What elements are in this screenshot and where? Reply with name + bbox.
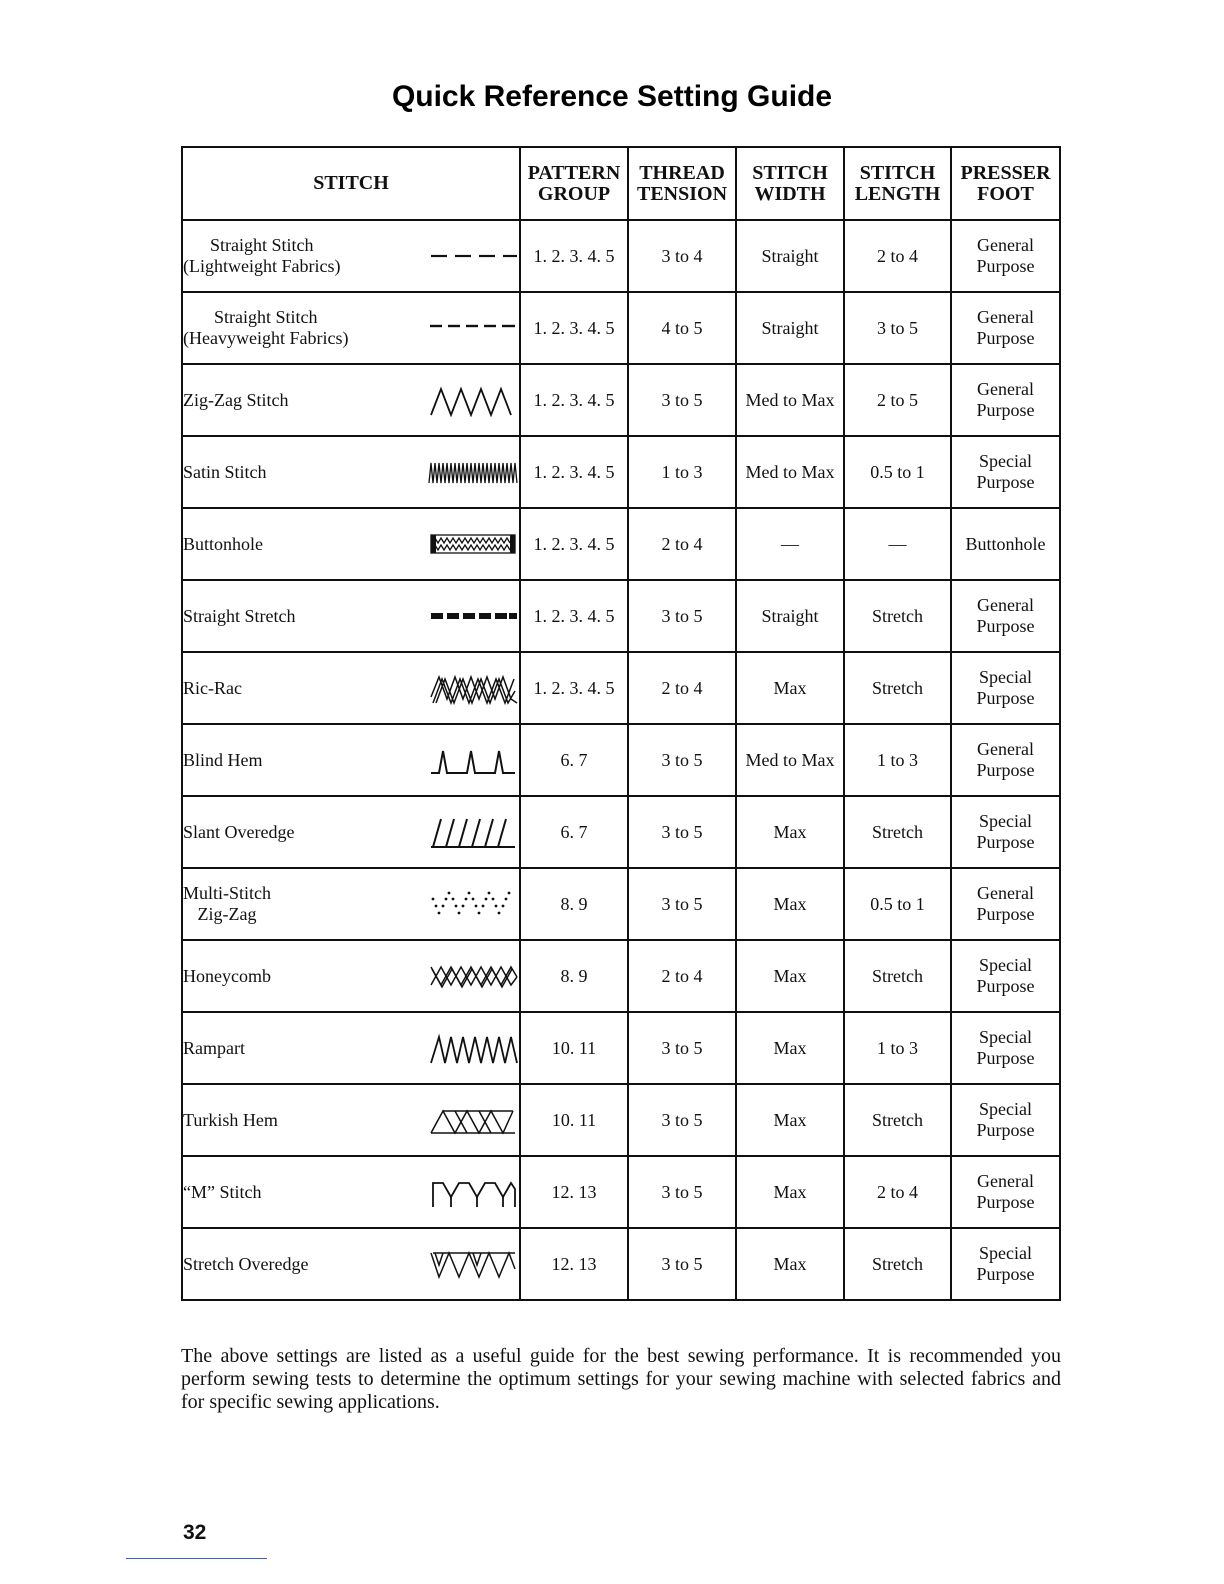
stitch-name: Satin Stitch xyxy=(183,461,267,482)
stitch-width-cell: Straight xyxy=(736,220,844,292)
stitch-name: Straight Stretch xyxy=(183,605,296,626)
stitch-length-cell: 2 to 4 xyxy=(844,220,951,292)
stitch-name: Ric-Rac xyxy=(183,677,242,698)
stitch-width-cell: Med to Max xyxy=(736,364,844,436)
page-number: 32 xyxy=(183,1521,207,1544)
stitch-name: Honeycomb xyxy=(183,965,271,986)
stitch-cell xyxy=(182,436,520,508)
table-row xyxy=(182,580,1060,652)
presser-foot-cell: Special Purpose xyxy=(951,652,1060,724)
presser-foot-cell: General Purpose xyxy=(951,364,1060,436)
table-row xyxy=(182,940,1060,1012)
thread-tension-cell: 3 to 5 xyxy=(628,1084,736,1156)
stitch-length-cell: Stretch xyxy=(844,940,951,1012)
stitch-width-cell: Max xyxy=(736,868,844,940)
stitch-name: Stretch Overedge xyxy=(183,1253,309,1274)
m-stitch-icon xyxy=(427,1175,519,1209)
table-row xyxy=(182,1084,1060,1156)
table-row xyxy=(182,508,1060,580)
table-row xyxy=(182,436,1060,508)
table-row xyxy=(182,868,1060,940)
slant-overedge-icon xyxy=(427,815,519,849)
presser-foot-cell: General Purpose xyxy=(951,1156,1060,1228)
presser-foot-cell: Special Purpose xyxy=(951,436,1060,508)
stitch-length-cell: 1 to 3 xyxy=(844,1012,951,1084)
stitch-name: Blind Hem xyxy=(183,749,263,770)
rampart-icon xyxy=(427,1031,519,1065)
stitch-length-cell: 0.5 to 1 xyxy=(844,868,951,940)
stitch-width-cell: Med to Max xyxy=(736,436,844,508)
presser-foot-cell: General Purpose xyxy=(951,292,1060,364)
presser-foot-cell: Special Purpose xyxy=(951,796,1060,868)
stitch-length-cell: Stretch xyxy=(844,796,951,868)
thread-tension-cell: 4 to 5 xyxy=(628,292,736,364)
straight-heavy-dash-icon xyxy=(427,311,519,345)
stitch-cell xyxy=(182,364,520,436)
stretch-overedge-icon xyxy=(427,1247,519,1281)
stitch-width-cell: Max xyxy=(736,796,844,868)
stitch-width-cell: Max xyxy=(736,652,844,724)
thread-tension-cell: 1 to 3 xyxy=(628,436,736,508)
stitch-cell xyxy=(182,292,520,364)
thread-tension-cell: 2 to 4 xyxy=(628,508,736,580)
stitch-name: Turkish Hem xyxy=(183,1109,278,1130)
pattern-group-cell: 1. 2. 3. 4. 5 xyxy=(520,652,628,724)
pattern-group-cell: 10. 11 xyxy=(520,1012,628,1084)
thread-tension-cell: 3 to 5 xyxy=(628,796,736,868)
presser-foot-cell: Buttonhole xyxy=(951,508,1060,580)
stitch-length-cell: 2 to 4 xyxy=(844,1156,951,1228)
stitch-name: Zig-Zag Stitch xyxy=(183,389,289,410)
column-header-stitch-width: STITCH WIDTH xyxy=(736,147,844,220)
table-row xyxy=(182,1156,1060,1228)
stitch-cell xyxy=(182,1228,520,1300)
stitch-name: Straight Stitch (Heavyweight Fabrics) xyxy=(183,307,349,348)
column-header-thread-tension: THREAD TENSION xyxy=(628,147,736,220)
stitch-cell xyxy=(182,796,520,868)
usage-note: The above settings are listed as a useful guide for the best sewing performance. It is recommended you perform sewing tests to determine the optimum settings for your sewing machine with selected fabrics and for specific sewing applications. xyxy=(181,1345,1061,1413)
stitch-width-cell: Straight xyxy=(736,292,844,364)
stitch-length-cell: Stretch xyxy=(844,1228,951,1300)
stitch-name: Slant Overedge xyxy=(183,821,295,842)
table-row xyxy=(182,1012,1060,1084)
presser-foot-cell: Special Purpose xyxy=(951,1084,1060,1156)
presser-foot-cell: General Purpose xyxy=(951,580,1060,652)
table-row xyxy=(182,1228,1060,1300)
stitch-name: Rampart xyxy=(183,1037,245,1058)
thread-tension-cell: 3 to 5 xyxy=(628,868,736,940)
buttonhole-icon xyxy=(427,527,519,561)
stitch-name: Straight Stitch (Lightweight Fabrics) xyxy=(183,235,341,276)
thread-tension-cell: 3 to 5 xyxy=(628,1156,736,1228)
stitch-width-cell: Med to Max xyxy=(736,724,844,796)
pattern-group-cell: 1. 2. 3. 4. 5 xyxy=(520,220,628,292)
stitch-cell xyxy=(182,580,520,652)
table-row xyxy=(182,652,1060,724)
presser-foot-cell: General Purpose xyxy=(951,724,1060,796)
column-header-presser-foot: PRESSER FOOT xyxy=(951,147,1060,220)
stitch-cell xyxy=(182,868,520,940)
stitch-length-cell: 2 to 5 xyxy=(844,364,951,436)
presser-foot-cell: General Purpose xyxy=(951,220,1060,292)
page-title: Quick Reference Setting Guide xyxy=(391,80,833,113)
pattern-group-cell: 12. 13 xyxy=(520,1156,628,1228)
stitch-length-cell: 1 to 3 xyxy=(844,724,951,796)
settings-table xyxy=(181,146,1061,1301)
stitch-cell xyxy=(182,1156,520,1228)
stitch-length-cell: Stretch xyxy=(844,1084,951,1156)
stitch-width-cell: Max xyxy=(736,940,844,1012)
pattern-group-cell: 6. 7 xyxy=(520,796,628,868)
multi-stitch-zigzag-icon xyxy=(427,887,519,921)
pattern-group-cell: 10. 11 xyxy=(520,1084,628,1156)
stitch-cell xyxy=(182,220,520,292)
turkish-hem-icon xyxy=(427,1103,519,1137)
ric-rac-icon xyxy=(427,671,519,705)
straight-light-dash-icon xyxy=(427,239,519,273)
column-header-stitch: STITCH xyxy=(182,147,520,220)
presser-foot-cell: Special Purpose xyxy=(951,1012,1060,1084)
straight-stretch-icon xyxy=(427,599,519,633)
presser-foot-cell: General Purpose xyxy=(951,868,1060,940)
thread-tension-cell: 2 to 4 xyxy=(628,652,736,724)
stitch-name: Buttonhole xyxy=(183,533,263,554)
pattern-group-cell: 6. 7 xyxy=(520,724,628,796)
stitch-cell xyxy=(182,1012,520,1084)
stitch-cell xyxy=(182,508,520,580)
stitch-width-cell: — xyxy=(736,508,844,580)
zigzag-icon xyxy=(427,383,519,417)
stitch-width-cell: Max xyxy=(736,1084,844,1156)
stitch-length-cell: 0.5 to 1 xyxy=(844,436,951,508)
column-header-stitch-length: STITCH LENGTH xyxy=(844,147,951,220)
stitch-width-cell: Max xyxy=(736,1156,844,1228)
pattern-group-cell: 8. 9 xyxy=(520,940,628,1012)
stitch-cell xyxy=(182,940,520,1012)
stitch-length-cell: — xyxy=(844,508,951,580)
stitch-name: “M” Stitch xyxy=(183,1181,262,1202)
thread-tension-cell: 3 to 5 xyxy=(628,1228,736,1300)
stitch-cell xyxy=(182,1084,520,1156)
table-row xyxy=(182,292,1060,364)
thread-tension-cell: 3 to 5 xyxy=(628,364,736,436)
stitch-length-cell: Stretch xyxy=(844,652,951,724)
stitch-name: Multi-Stitch Zig-Zag xyxy=(183,883,272,924)
pattern-group-cell: 8. 9 xyxy=(520,868,628,940)
pattern-group-cell: 1. 2. 3. 4. 5 xyxy=(520,292,628,364)
table-header-row xyxy=(182,147,1060,220)
stitch-width-cell: Max xyxy=(736,1228,844,1300)
pattern-group-cell: 1. 2. 3. 4. 5 xyxy=(520,364,628,436)
table-row xyxy=(182,796,1060,868)
table-row xyxy=(182,724,1060,796)
footer-rule xyxy=(126,1558,267,1559)
presser-foot-cell: Special Purpose xyxy=(951,940,1060,1012)
table-row xyxy=(182,220,1060,292)
thread-tension-cell: 2 to 4 xyxy=(628,940,736,1012)
satin-icon xyxy=(427,455,519,489)
stitch-cell xyxy=(182,724,520,796)
presser-foot-cell: Special Purpose xyxy=(951,1228,1060,1300)
stitch-width-cell: Straight xyxy=(736,580,844,652)
pattern-group-cell: 1. 2. 3. 4. 5 xyxy=(520,580,628,652)
pattern-group-cell: 12. 13 xyxy=(520,1228,628,1300)
thread-tension-cell: 3 to 5 xyxy=(628,580,736,652)
thread-tension-cell: 3 to 5 xyxy=(628,724,736,796)
pattern-group-cell: 1. 2. 3. 4. 5 xyxy=(520,436,628,508)
pattern-group-cell: 1. 2. 3. 4. 5 xyxy=(520,508,628,580)
stitch-cell xyxy=(182,652,520,724)
stitch-length-cell: Stretch xyxy=(844,580,951,652)
table-row xyxy=(182,364,1060,436)
column-header-pattern-group: PATTERN GROUP xyxy=(520,147,628,220)
stitch-length-cell: 3 to 5 xyxy=(844,292,951,364)
stitch-width-cell: Max xyxy=(736,1012,844,1084)
thread-tension-cell: 3 to 4 xyxy=(628,220,736,292)
blind-hem-icon xyxy=(427,743,519,777)
thread-tension-cell: 3 to 5 xyxy=(628,1012,736,1084)
honeycomb-icon xyxy=(427,959,519,993)
